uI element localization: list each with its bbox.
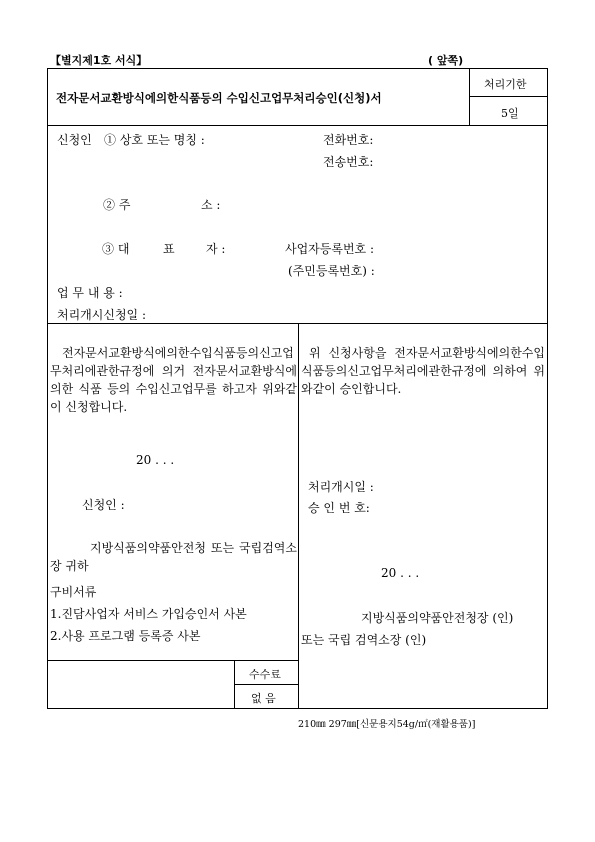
deadline-label: 처리기한 — [484, 78, 527, 91]
required-document-2: 2.사용 프로그램 등록증 사본 — [50, 629, 201, 643]
approval-statement: 위 신청사항을 전자문서교환방식에의한수입식품등의신고업무처리에관한규정에 의하여 위와같이 승인합니다. — [301, 346, 545, 396]
approval-number-label: 승 인 번 호: — [308, 501, 370, 515]
required-documents-title: 구비서류 — [50, 585, 97, 599]
deadline-split-line — [469, 96, 548, 97]
approver-signature-2: 또는 국립 검역소장 (인) — [301, 633, 427, 647]
fax-label: 전송번호: — [323, 155, 374, 169]
form-number: 【별지제1호 서식】 — [50, 54, 148, 67]
application-date: 20 . . . — [136, 453, 175, 467]
middle-divider — [298, 323, 299, 709]
address-colon: 소 : — [201, 198, 221, 212]
representative-number: ③ 대 — [102, 242, 130, 256]
paper-spec-footer: 210㎜ 297㎜[신문용지54g/㎡(재활용품)] — [298, 719, 476, 730]
fee-top-line — [47, 660, 298, 661]
form-title: 전자문서교환방식에의한식품등의 수입신고업무처리승인(신청)서 — [56, 91, 382, 105]
fee-value: 없 음 — [251, 692, 276, 705]
page-side-label: ( 앞쪽) — [428, 54, 464, 67]
processing-start-date-label: 처리개시일 : — [308, 480, 374, 494]
fee-label: 수수료 — [249, 668, 281, 681]
title-bottom-line — [47, 125, 548, 126]
resident-number-label: (주민등록번호) : — [288, 264, 375, 278]
required-document-1: 1.진담사업자 서비스 가입승인서 사본 — [50, 607, 247, 621]
applicant-prefix: 신청인 — [57, 133, 92, 147]
approver-signature-1: 지방식품의약품안전청장 (인) — [361, 611, 514, 625]
address-label: ② 주 — [103, 198, 131, 212]
phone-label: 전화번호: — [323, 133, 374, 147]
approval-date: 20 . . . — [381, 566, 420, 580]
company-name-label: ① 상호 또는 명칭 : — [104, 133, 205, 147]
business-content-label: 업 무 내 용 : — [57, 286, 123, 300]
application-statement: 전자문서교환방식에의한수입식품등의신고업무처리에관한규정에 의거 전자문서교환방식에 의한 식품 등의 수입신고업무를 하고자 위와같이 신청합니다. — [50, 346, 297, 414]
fee-split-line — [234, 684, 298, 685]
business-registration-label: 사업자등록번호 : — [285, 242, 375, 256]
representative-colon: 자 : — [206, 242, 226, 256]
addressee: 지방식품의약품안전청 또는 국립검역소장 귀하 — [50, 541, 297, 573]
representative-char: 표 — [163, 242, 175, 256]
start-request-date-label: 처리개시신청일 : — [57, 308, 147, 322]
applicant-signature-label: 신청인 : — [82, 498, 125, 512]
deadline-value: 5일 — [501, 107, 519, 120]
